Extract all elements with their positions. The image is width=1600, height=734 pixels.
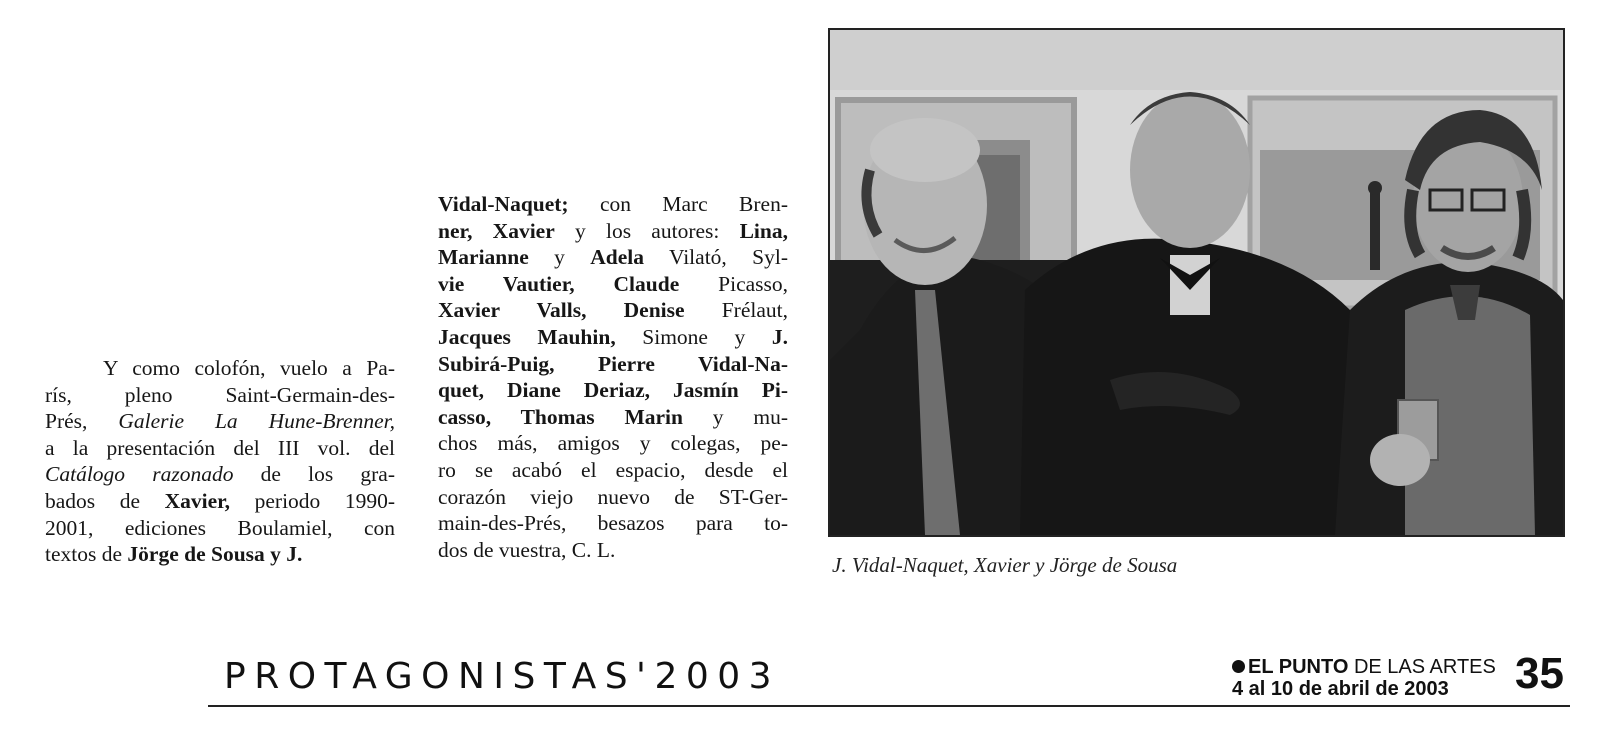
text-run: main-des-Prés, besazos para to-	[438, 511, 788, 536]
text-line	[438, 484, 788, 511]
bold-text: Xavier Valls, Denise	[438, 298, 685, 323]
footer-rule	[208, 705, 1570, 707]
text-run: a la presentación del III vol. del	[45, 435, 395, 460]
text-run: dos de vuestra, C. L.	[438, 537, 616, 562]
text-line	[45, 382, 395, 409]
text-run: rís, pleno Saint-Germain-des-	[45, 382, 395, 407]
bold-text: Subirá-Puig, Pierre Vidal-Na-	[438, 351, 788, 376]
text-line	[438, 351, 788, 378]
italic-text: Galerie La Hune-Brenner,	[118, 409, 396, 434]
text-line	[438, 191, 788, 218]
text-line	[438, 430, 788, 457]
text-run: corazón viejo nuevo de ST-Ger-	[438, 484, 788, 509]
article-column-2	[438, 191, 788, 563]
text-run: textos de	[45, 542, 128, 567]
text-run: de los gra-	[233, 462, 395, 487]
bold-text: casso, Thomas Marin	[438, 404, 683, 429]
photo-illustration	[830, 30, 1563, 535]
bold-text: ner, Xavier	[438, 218, 555, 243]
text-line	[438, 324, 788, 351]
publication-name-bold: EL PUNTO	[1248, 656, 1349, 678]
text-run: Frélaut,	[684, 298, 788, 323]
text-run: Y como colofón, vuelo a Pa-	[45, 356, 395, 380]
bold-text: Vidal-Naquet;	[438, 192, 569, 216]
text-line	[438, 218, 788, 245]
text-line	[45, 435, 395, 462]
bold-text: J.	[771, 324, 788, 349]
photo-caption: J. Vidal-Naquet, Xavier y Jörge de Sousa	[832, 553, 1178, 577]
text-run: con Marc Bren-	[568, 192, 788, 216]
text-run: 2001, ediciones Boulamiel, con	[45, 515, 395, 540]
text-line	[438, 271, 788, 298]
bold-text: Adela	[590, 245, 644, 270]
text-line	[45, 488, 395, 515]
bold-text: Marianne	[438, 245, 529, 270]
text-run: Picasso,	[679, 271, 789, 296]
text-line	[45, 408, 395, 435]
bold-text: quet, Diane Deriaz, Jasmín Pi-	[438, 378, 788, 403]
bold-text: Jacques Mauhin,	[438, 324, 616, 349]
text-line	[438, 377, 788, 404]
text-run: bados de	[45, 488, 165, 513]
text-run: chos más, amigos y colegas, pe-	[438, 431, 788, 456]
text-line	[45, 355, 395, 382]
bold-text: Jörge de Sousa y J.	[127, 542, 303, 567]
text-run: Simone y	[615, 324, 772, 349]
text-run: Prés,	[45, 409, 119, 434]
text-line	[438, 510, 788, 537]
bold-text: Lina,	[739, 218, 788, 243]
text-run: ro se acabó el espacio, desde el	[438, 457, 788, 482]
page-number: 35	[1515, 649, 1564, 698]
text-line	[438, 404, 788, 431]
bullet-icon	[1232, 660, 1245, 673]
issue-date: 4 al 10 de abril de 2003	[1232, 678, 1449, 700]
event-photo	[828, 28, 1565, 537]
text-run: Vilató, Syl-	[644, 245, 788, 270]
text-line	[438, 297, 788, 324]
text-run: y mu-	[682, 404, 788, 429]
text-line	[45, 541, 395, 568]
bold-text: Xavier,	[164, 488, 231, 513]
text-run: periodo 1990-	[230, 488, 395, 513]
bold-text: vie Vautier, Claude	[438, 271, 680, 296]
italic-text: Catálogo razonado	[45, 462, 234, 487]
text-line	[438, 537, 788, 564]
publication-name-rest: DE LAS ARTES	[1348, 656, 1496, 678]
text-line	[45, 461, 395, 488]
section-title: PROTAGONISTAS'2003	[224, 656, 781, 697]
text-line	[438, 244, 788, 271]
text-line	[438, 457, 788, 484]
text-run: y	[528, 245, 591, 270]
article-column-1	[45, 355, 395, 568]
text-line	[45, 515, 395, 542]
text-run: y los autores:	[554, 218, 740, 243]
publication-masthead	[1232, 656, 1496, 700]
